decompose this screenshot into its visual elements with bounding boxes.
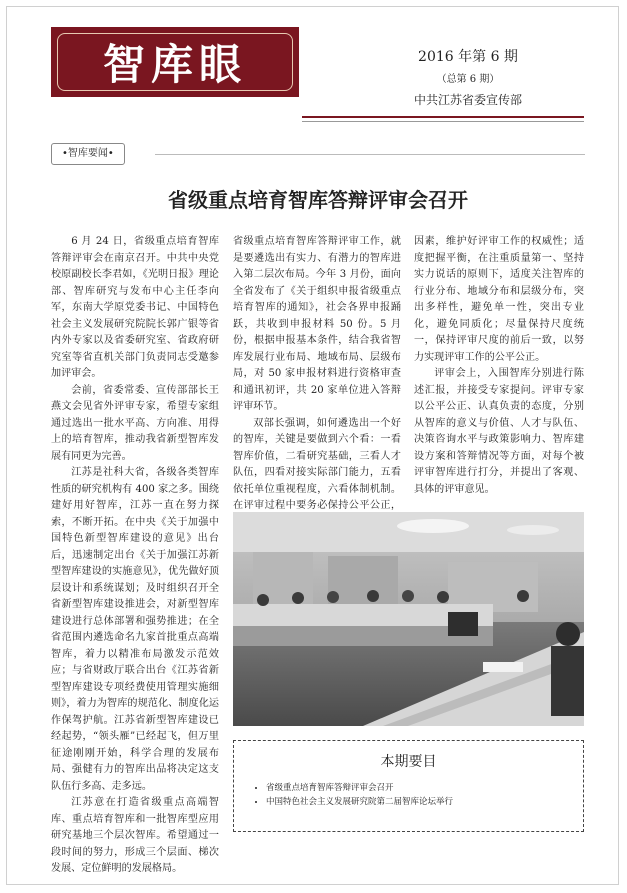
highlight-item: • 中国特色社会主义发展研究院第二届智库论坛举行 — [266, 795, 567, 809]
paragraph: 江苏是社科大省，各级各类智库性质的研究机构有 400 家之多。围绕建好用好智库，江苏一直在努力探索，不断开拓。在中央《关于加强中国特色新型智库建设的意见》出台后，迅速制定出台《关于加强江苏新型智库建设的实施意见》，优先做好顶层设计和系统谋划；及时组织召开全省新型智库建设推进会，对新型智库建设进行总体部署和强势推进；在全省范围内遴选命名九家首批重点高端智库，着力以精准布局激发示范效应；与省财政厅联合出台《江苏省新型智库建设专项经费使用管理实施细则》，着力为智库的规范化、制度化运作保驾护航。江苏省新型智库建设已经起势，“领头雁”已经起飞，但万里征途刚刚开始，科学合理的发展布局、强健有力的智库出品将决定这支队伍行多高、走多远。 — [51, 467, 219, 792]
masthead-logo — [51, 27, 299, 97]
article-column-3 — [414, 234, 584, 498]
paragraph: 省级重点培育智库答辩评审工作，就是要遴选出有实力、有潜力的智库进入第二层次布局。今年 3 月份，面向全省发布了《关于组织申报省级重点培育智库的通知》，社会各界申报踊跃，共收到申报材料 50 份。5 月份，根据申报基本条件，结合我省智库发展行业布局、地域布局、层级布局，对 50 家申报材料进行资格审查和通讯初评，共 20 家单位进入答辩评审环节。 — [233, 236, 401, 412]
paragraph: 会前，省委常委、宣传部部长王燕文会见省外评审专家，希望专家组通过选出一批水平高、方向准、用得上的培育智库，推动我省新型智库发展有同更为完善。 — [51, 384, 219, 462]
paragraph: 评审会上，入围智库分别进行陈述汇报，并接受专家提问。评审专家以公平公正、认真负责的态度，分别从智库的意义与价值、人才与队伍、决策咨询水平与政策影响力、智库建设方案和答辩情况等方面，对每个被评审智库进行打分，并提出了客观、具体的评审意见。 — [414, 368, 584, 495]
highlight-item: • 省级重点培育智库答辩评审会召开 — [266, 781, 567, 795]
paragraph: 双部长强调，如何遴选出一个好的智库，关键是要做到六个看：一看智库价值，二看研究基础，三看人才队伍，四看对接实际部门能力，五看依托单位重视程度，六看体制机制。在评审过程中要务必保持公平公正， — [233, 417, 401, 511]
issue-total: （总第 6 期） — [436, 74, 500, 85]
masthead-frame — [57, 33, 293, 91]
header-rule — [302, 116, 584, 118]
highlights-title: 本期要目 — [380, 754, 437, 770]
section-tag: •智库要闻• — [51, 143, 125, 165]
article-headline: 省级重点培育智库答辩评审会召开 — [168, 188, 468, 212]
issue-info — [398, 46, 538, 108]
highlights-box — [233, 740, 584, 832]
article-column-2 — [233, 234, 401, 531]
paragraph: 因素，维护好评审工作的权威性；适度把握平衡，在注重质量第一、坚持实力说话的原则下，适度关注智库的行业分布、地域分布和层级分布，突出多样性，避免单一性，突出专业化，避免同质化；尽量保持尺度统一，保持评审尺度的前后一致，以努力实现评审工作的公平公正。 — [414, 236, 584, 363]
header-rule-thin — [302, 121, 584, 122]
section-rule — [155, 154, 585, 155]
paragraph: 江苏意在打造省级重点高端智库、重点培育智库和一批智库型应用研究基地三个层次智库。希望通过一段时间的努力，形成三个层面、梯次发展、定位鲜明的发展格局。 — [51, 797, 219, 874]
meeting-photo — [233, 512, 584, 726]
paragraph: 6 月 24 日，省级重点培育智库答辩评审会在南京召开。中共中央党校原副校长李君如，《光明日报》理论部、智库研究与发布中心主任李向军，东南大学原党委书记、中国特色社会主义发展研究院院长郭广银等省内外专家以及省委研究室、省政府研究室等省直机关部门负责同志受邀参加评审会。 — [51, 236, 219, 379]
meeting-photo-illustration — [233, 512, 584, 726]
issuer: 中共江苏省委宣传部 — [413, 93, 522, 107]
article-column-1 — [51, 234, 219, 878]
highlights-list — [250, 781, 567, 809]
masthead-title: 智库眼 — [102, 40, 247, 89]
issue-number: 2016 年第 6 期 — [418, 49, 518, 65]
